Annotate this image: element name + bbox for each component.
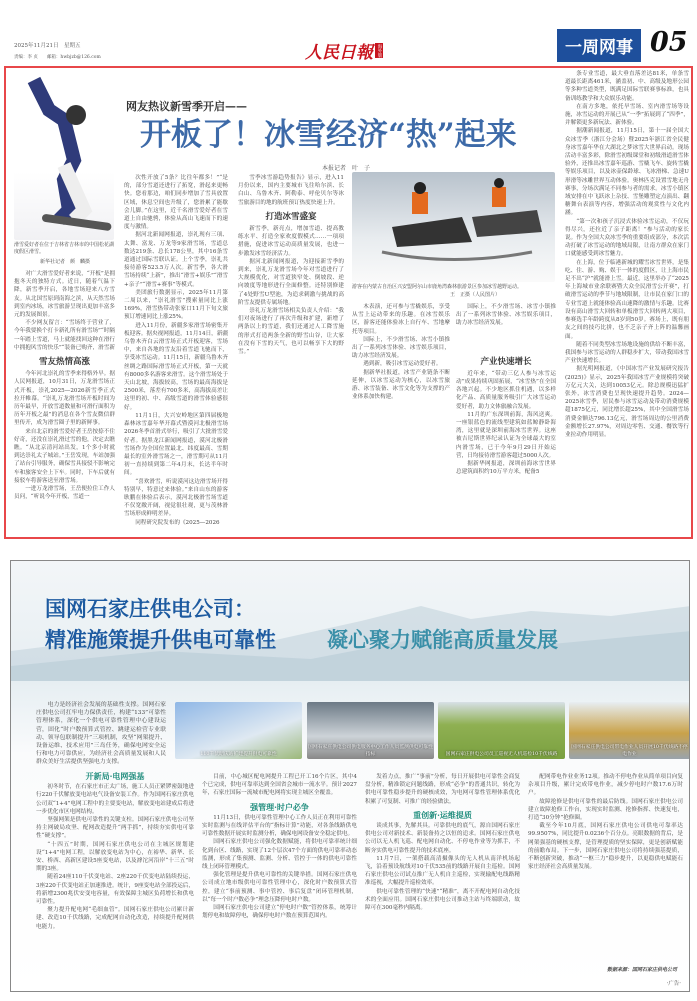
ad-column-2 (202, 773, 357, 987)
ad-title-line2a: 精准施策提升供电可靠性 (45, 628, 276, 652)
paragraph: 配网带电作业业务12项。推动不停电作业从简单项目向复杂项目升级，累计完成带电作业，减少停电时户数17.6万时户。 (528, 774, 683, 797)
section-heading-management: 强管理·时户必争 (250, 801, 309, 812)
ad-title-line2b: 凝心聚力赋能高质量发展 (327, 628, 558, 652)
paragraph: 一进万龙滑雪场，王岳便拉住工作人员问，“听说今年开板，雪道一 (14, 486, 115, 501)
section-heading-grid: 开新局·电网强基 (85, 771, 145, 781)
masthead-logo (305, 38, 383, 63)
paragraph: 对广大滑雪爱好者来说，“开板”是拥抱冬天的独特方式。近日，随着气温下降，新雪季开启，各地雪场迎来八方雪友。从北国雪原到南海之滨，从天然雪场到室内冰场，冰雪旅游呈现出更加丰富多元的发展图景。 (14, 271, 115, 319)
article-headline: 开板了！冰雪经济“热”起来 (140, 117, 517, 153)
paragraph: 随着不同类型冰雪场地设施的供给不断丰富，我国参与冰雪运动的人群稳步扩大，带动我国冰雪产业快速增长。 (565, 341, 689, 365)
paragraph: 聚力提升配电网“毛细血管”。国网石家庄供电公司累计新建、改造10千伏线路，完成配网自动化改造，持续提升配网供电能力。 (36, 907, 194, 930)
article-column-2 (124, 174, 228, 536)
advertisement (10, 560, 690, 992)
ad-source: 数据来源：国网石家庄供电公司 (606, 967, 677, 973)
section-heading-innovation: 重创新·运维提质 (413, 809, 472, 820)
ad-intro (36, 701, 166, 771)
paragraph: 在南方多地，依托旱雪场、室内滑雪场等设施，冰雪运动的开展已从“一季”拓展到了“四季”，并解锁更多新玩法、新体验。 (565, 103, 689, 127)
paragraph: 同程研究院发布的《2025—2026 (135, 519, 220, 526)
paragraph: 电力是经济社会发展的基础性支撑。国网石家庄供电公司扛牢电力保供责任，构建“133”可靠性管理体系，深化一个供电可靠性管理中心建设运营，固化“时户数预算式管控、跳建运检营专业联动、领导包联制提升”三项机制，攻坚“网架提升、设备运维、技术应用”三岛任务，确保电网安全运行和电力可靠供应，为经济社会高质量发展和人民群众美好生活提供坚强电力支撑。 (36, 702, 166, 766)
ad-title-line1: 国网石家庄供电公司： (45, 597, 255, 621)
paragraph: 谈成其事，先解其具。可靠供电的底气，源自国网石家庄供电公司对新技术、新装备持之以恒的追求。国网石家庄供电公司以无人机飞巡、配电网自动化、不停电作业等为抓手，不断夯实供电可靠性提升的技术底座。 (365, 823, 520, 854)
photo2-caption: 游客在内蒙古自治区兴安盟阿尔山市鹿角湾森林旅游景区参加冰雪越野运动。 (352, 284, 523, 290)
article-column-6 (565, 70, 689, 536)
ad-column-1 (36, 767, 194, 987)
paragraph: 国网石家庄供电公司强化数据赋能，将供电可靠率统计细化到台区、线路，实现了12个层次47个方面的供电可靠率动态监测，形成了集预测、监测、分析、管控于一体的供电可靠性线上闭环管理模式。 (202, 839, 357, 871)
section-label: 一周网事 (557, 29, 641, 62)
article-kicker: 网友热议新雪季开启—— (126, 100, 247, 113)
ad-photo-drone (438, 702, 565, 759)
paragraph: 11月1日，大兴安岭地区第四届极地森林冰雪嘉年华开幕式暨漠河北极滑雪场2026冬季首滑式举行，吸引了大批滑雪爱好者。据黑龙江新闻网报道，漠河北极滑雪场作为全国位置最北、纬度最高、雪期最长的室外滑雪场之一，滑雪期可从11月初一直持续到第二年4月末，长达半年时间。 (124, 412, 228, 477)
snowmobile-photo (352, 172, 555, 282)
paragraph: 国网石家庄供电公司建立“停电时户数”管控体系，统筹计划停电和故障停电，确保停电时户数在预算范围内。 (202, 905, 357, 920)
article-column-4 (352, 303, 450, 536)
paragraph: 强化管理是提升供电可靠性的关键举措。国网石家庄供电公司成立地市级供电可靠性管理中心，深化时户数预算式管控，建立“事前预测、事中管控、事后复盘”闭环管理机制，以“每一个时户数必争”理念压降停电时户数。 (202, 872, 357, 903)
paragraph: 次性开放了5条？比往年都多！”“是的，部分雪道还进行了拓宽，滑起来更畅快。您看那边，咱们同步增加了雪具放置区域，休息空间也升级了，您滑累了能歇会儿脚。”在这里，近千名滑雪爱好者在雪道上自由驰骋，体验从高山飞速而下的速度与激情。 (124, 175, 228, 231)
issue-date: 2025年11月21日 星期五 (14, 43, 81, 49)
subheading-industry: 产业快速增长 (480, 356, 532, 367)
ad-photo-live-work (569, 702, 690, 759)
paragraph: 据潮新闻报道，11月15日，第十一届全国大众冰雪季（浙江分会场）暨2025年浙江省全民健身冰雪嘉年华在大湖北之梦冰雪大世界启动。现场活动丰富多彩，除滑雪初级课堂和初级滑道滑雪体验外，还推出冰雪嘉年巡游、雪橇飞车、旋转雪橇等娱乐项目，以及冰壶保龄球、飞冰滑梯、急速U形滑等冰雕世界互动体验。奥林匹克设置雪地无舟赛事，分场次满足不同参与者的需求。冰雪小镇区域安排在中飞跃冰上杂技、雪堡雕塑定点演出、翻糖舞台表演等内容，增强活动的观赏性与文化内涵。 (565, 128, 689, 217)
article-column-3 (238, 174, 344, 536)
paragraph: “十四五”时期，国网石家庄供电公司在主城区规划建设“1+4”电网工程，以解放变电站为中心，在裕华、新华、长安、桥西、高新区建设5座变电站，以及滹沱河沿岸“十三五”时期的3座。 (36, 841, 194, 873)
paragraph: 供电可靠性管理的“快速”“精准”，离不开配电网自动化技术的全面应用。国网石家庄供电公司推动主站与终端联动，故障可在300毫秒内隔离。 (365, 888, 520, 912)
logo-badge: 海外版 (377, 43, 382, 58)
snowboarder-image (14, 70, 114, 240)
photo2-credit: 王 正摄（人民图片） (450, 292, 501, 298)
paragraph: 11月13日，供电可靠性管理中心工作人员正在利用可靠性实时监测与在线评估平台的“指标计算”功能，对各条线路供电可靠性数据开展实时监测分析，确保电网设备安全稳定供电。 (202, 814, 357, 838)
paragraph: 截至今年10月底，国网石家庄供电公司供电可靠率达99.9507%，同比提升0.0236个百分点。亮眼数据的背后，是网架强基的硬核支撑，是管理提质的坚实保障，更是创新赋能的前瞻布局。下一步，国网石家庄供电公司将持续强基提质，不断创新突破，推动“一枢三力”稳步提升，以更稳供电赋能石家庄经济社会高质量发展。 (528, 823, 683, 871)
snowboarder-photo (14, 70, 114, 240)
paragraph: 国际上，不少滑雪场、冰雪小镇推出了一系列冰雪体验、冰雪娱乐项目，助力冰雪经济发展。 (352, 336, 450, 360)
paragraph: “喜欢滑雪，听说漠河这边滑雪场开得特别早，特意过来体验。”来自山东的游客耿鹏在体验后表示，漠河北极滑雪场雪道不仅宽敞开阔，视觉很壮观，更与茂林滑雪场形成鲜明差异。 (124, 478, 228, 518)
paragraph: 随着24座110千伏变电站、2座220千伏变电站陆续投运，3座220千伏变电站正加速推进。统计，9座变电站全部投运后，将新增2300兆伏安变电容量，有效保障主城区负荷增长和供电可靠性。 (36, 874, 194, 906)
paragraph: 美团旅行数据显示，2025年11月第二周以来，“崇礼滑雪”搜索量同比上涨169%，滑雪热带动张家口11月下旬文旅预订增速同比上涨25%。 (124, 289, 228, 321)
paragraph: 不少网友留言：“雪场终于营业了，今年我要换个打卡新礼所有滑雪场”“时隔一年踏上雪道，马上就能找回这种在滑行中拥抱风雪的快乐”“装备已购齐，滑雪新 (14, 320, 115, 350)
paragraph: 据河北新闻网报道，为迎接新雪季的到来，崇礼万龙滑雪场今年对雪道进行了大规模优化，对雪道狭窄处、倒坡段、逆向坡度等地形进行全面修整。还特别修建了4处野雪U型池，为追求刺激与挑战的高阶雪友提供专属场地。 (238, 258, 344, 306)
article-byline: 本报记者 叶 子 (322, 165, 371, 172)
logo-text: 人民日報 (305, 43, 373, 63)
paragraph: 木表演，还可参与雪橇娱乐，享受从雪上运动带来的乐趣。在冰雪娱乐区，游客还能体验冰上自行车、雪地摩托等项目。 (352, 304, 450, 335)
paragraph: 据新华网报道，深圳前海冰雪世界总建筑面积约10万平方米，配备5 (456, 461, 556, 476)
photo-caption: 国网石家庄供电公司供电服务中心工作人员监测供电可靠性指标 (308, 745, 433, 757)
article-column-1 (14, 270, 115, 350)
ad-photo-substation (175, 702, 302, 759)
snowmobile-image (352, 172, 555, 282)
photo1-caption: 滑雪爱好者在位于吉林省吉林市的中国松花湖度假区滑雪。 (14, 242, 115, 255)
ad-column-4 (528, 773, 683, 963)
paragraph: 据河北新闻网报道，崇礼现有三项、太舞、富龙、万龙等9家滑雪场，雪道总数达219条、总长178公里，其中16条雪道通过国际雪联认证。上个雪季，崇礼共接待游客523.5万人次。新雪季，各大滑雪场持续“上新”，推出“滑雪+娱乐”“滑雪+亲子”“滑雪+赛事”等模式。 (124, 232, 228, 288)
paragraph: 近年来，“带动三亿人参与冰雪运动”成果持续巩固拓展，“冰雪热”在全国各地兴起。不少地区抓住机遇，以多样化产品、高质量服务吸引广大冰雪运动爱好者，助力文体旅融合发展。 (456, 370, 556, 410)
subheading-feast: 打造冰雪盛宴 (265, 211, 317, 222)
paragraph: 国际上，不少滑雪场、冰雪小镇推出了一系列冰雪体验、冰雪娱乐项目，助力冰雪经济发展。 (456, 304, 556, 327)
paragraph: 故障抢修是供电可靠性的最后防线。国网石家庄供电公司建立故障抢修工作台，实现实时监测、抢修指挥、快速复电，打造“30分钟”抢修圈。 (528, 798, 683, 822)
page-number: 05 (650, 27, 688, 58)
paragraph: 新雪季，新亮点，增加雪道、提高教练水平、打造全家欢度假模式……一项项措施，促进冰雪运动高质量发展，也进一步激发冰雪经济活力。 (238, 226, 344, 257)
paragraph: 发着力点，推广“事前”分析，每日开展供电可靠性会商复盘分析，精准锁定问题线路，形成“必争”的普通共识，转化为供电可靠性稳步提升的硬核成效，为电网可靠性管理体系优化积累了可复制、可推广的经验做法。 (365, 774, 520, 805)
photo-caption: 110千伏昭庆站扩建提升供电可靠性 (200, 752, 277, 757)
paragraph: 11月7日，一架搭载高清摄像头的无人机从南洋机场起飞，沿着预设航线对10千伏535前的线路开展自主巡检。国网石家庄供电公司试点推广无人机自主巡检，实现输配电线路精准巡视，大幅提升巡检效率。 (365, 855, 520, 887)
subheading-fans: 雪友热情高涨 (38, 357, 90, 367)
paragraph: 来自北京的滑雪爱好者王岳按捺不住好奇，还没在崇礼滑过雪的他，决定去瞧瞧。“从北京清河站出发，1个多小时就到达崇礼太子城站。”王岳发现，车站加强了站台引导服务，确保雪具接驳不影响完车和旅客安全上下车。同时，下车后就有接驳车将游客送至滑雪场。 (14, 428, 115, 484)
paragraph: 坚强网架是供电可靠性的关键支柱。国网石家庄供电公司坚持主网破局攻坚、配网改造提升“两手抓”，持续夯实供电可靠性“硬支撑”。 (36, 817, 194, 840)
paragraph: 目前，中心城区配电网提升工程已开工16个片区，其中4个已完成，供电可靠率达到全国省会城市一流水平。预计2027年，石家庄国际一流城市配电网将实现主城区全覆盖。 (202, 774, 357, 797)
paragraph: 据新华社报道，冰雪产业链条不断延伸，以冰雪运动为核心，以冰雪旅游、冰雪装备、冰雪文化等为支撑的产业体系加快构建。 (352, 369, 450, 401)
paragraph: 崇礼万龙滑雪场相关负责人介绍：“我们对夜场进行了再次升级和扩建，新增了两条以上的雪道，我们还通过人工降雪施的形式打造两条全新的野雪山谷，让大家在没有下雪的天气，也可以畅享下大的野雪。” (238, 308, 344, 356)
paragraph: 初冬时节，在石家庄市正太广场，施工人员正紧锣密鼓地进行220千伏解放变电站电气设备安装工作。作为国网石家庄供电公司双“1+4”电网工程中的主要变电站，解放变电站建成后将进一步优化市区电网结构。 (36, 784, 194, 815)
ad-photo-control-center (307, 702, 434, 759)
paragraph: 进入11月份，新疆多家滑雪场密集开板迎客。据央视网报道，11月14日，新疆乌鲁木齐白云滑雪场正式开板迎客，雪场中，来自各地的雪友沿着雪道飞驰而下，享受冰雪运动。11月15日，新疆乌鲁木齐丝绸之路国际滑雪场正式开板，第一天就有8000多名游客来滑雪。这个滑雪场处于天山北坡，海拔较高，雪场的最高海拔是2500米，落差有700多米，高海拔高差让这里的初、中、高级雪道的滑雪体验感很好。 (124, 322, 228, 411)
ad-column-3 (365, 773, 520, 987)
paragraph: 据光明网报道，《中国冰雪产业发展研究报告(2025)》显示，2025年我国冰雪产业规模将突破万亿元大关，达到10053亿元。除总规模迅猛扩张外，冰雪消费也呈现快速提升趋势。2024—2025冰雪季，居民参与冰雪运动及带动消费规模超1875亿元，同比增长超25%，其中全国滑雪场消费金额达796.13亿元，滑雪场周边的公里消费金额增长27.97%，对周边零售、交通、餐饮等行业拉动作用明显。 (565, 366, 689, 438)
photo-caption: 国网石家庄供电公司带电作业人员开展10千伏线路不停电作业 (571, 745, 688, 757)
article-column-1b (14, 352, 115, 537)
paragraph: 在上海，位于临港新城的耀雪冰雪世界，是集吃、住、游、购、娱于一体的度假区，让上海市民足不出“沪”就能滑上雪。最近，这里举办了“2025年上海城市业余联赛暨大众全民滑雪公开赛”，打破滑雪运动的季节与地域限制，让市民在家门口的专业雪道上就能体验高山速降的激情与乐趣。比赛设有高山滑雪大回转和单板滑雪大回转两大项目，参赛选手年龄跨度从8岁到50岁。赛场上，既有朋友之间的技巧比拼，也不乏亲子齐上阵的温馨画面。 (565, 259, 689, 340)
article-column-5 (456, 303, 556, 536)
paragraph: 今年河北崇礼的雪季来得格外早。据人民网报道，10月31日，万龙滑雪场正式开板，崇礼2025—2026新雪季正式拉开帷幕。“崇礼万龙滑雪场开板时间为历年最早，开放雪道数量和可滑行面积为历年开板之最”的消息在各个雪友微信群里传开，成为滑雪圈子里的新鲜事。 (14, 371, 115, 427)
paragraph: “第一次和孩子沉浸式体验冰雪运动，不仅玩得尽兴，还拉近了亲子距离！”参与活动的家长说。作为全国大众冰雪季的重要组成部分，本次活动打破了冰雪运动的地域局限，让南方群众在家门口就能感受到冰雪魅力。 (565, 218, 689, 258)
photo1-credit: 新华社记者 颜 麟摄 (40, 259, 91, 265)
editor-info: 责编：李 贞 邮箱：hwbjzb@126.com (14, 55, 101, 60)
ad-marker: ·广告· (666, 981, 681, 987)
paragraph: 11月的广东深圳前海，海风送爽。一座银蓝色的流线型建筑如蓝鲸静卧海湾，这里就是深圳前海冰雪世界。这座被吉尼斯世界纪录认证为全球最大的室内滑雪场，已于今年9月29日开始运营，日均接待滑雪游客超过5000人次。 (456, 411, 556, 459)
paragraph: 条专业雪道，最大垂直落差达81米，单条雪道最长距离461米，涵盖初、中、高级及地形公园等多种雪道类型，既满足国际雪联赛事标准，也具备训练教学和大众娱乐功能。 (565, 71, 689, 102)
paragraph: 遇到新，吸引冰雪运动爱好者。 (363, 361, 442, 368)
photo-caption: 国网石家庄供电公司员工巡视无人机巡检10千伏线路 (445, 752, 558, 757)
paragraph: 雪季冰雪游趋势报告》显示，进入11月份以来，国内主要城市飞往哈尔滨、长白山、乌鲁木齐、阿勒泰、呼伦贝尔等冰雪旅游目的地的航班预订热度快速上升。 (238, 175, 344, 206)
